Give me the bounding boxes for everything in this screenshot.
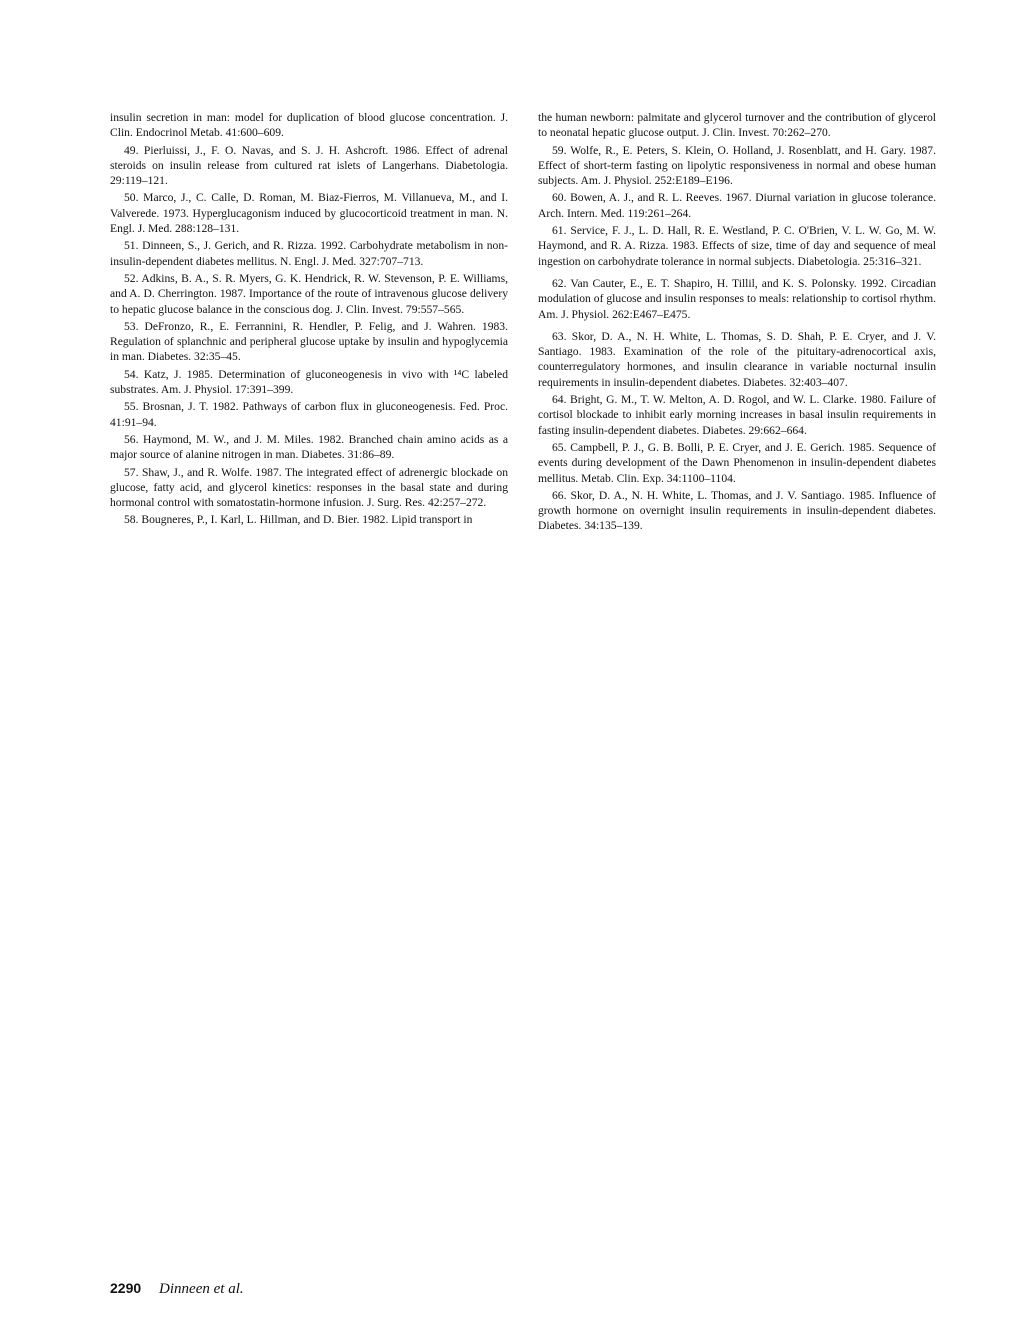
references-left-column	[110, 110, 508, 530]
reference-entry: 51. Dinneen, S., J. Gerich, and R. Rizza. 1992. Carbohydrate metabolism in non-insulin-dependent diabetes mellitus. N. Engl. J. Med. 327:707–713.	[110, 239, 508, 268]
reference-entry: 50. Marco, J., C. Calle, D. Roman, M. Biaz-Fierros, M. Villanueva, M., and I. Valverede. 1973. Hyperglucagonism induced by glucocorticoid treatment in man. N. Engl. J. Med. 288:128–131.	[110, 191, 508, 236]
reference-entry: insulin secretion in man: model for duplication of blood glucose concentration. J. Clin. Endocrinol Metab. 41:600–609.	[110, 111, 508, 140]
page-footer	[110, 1280, 244, 1298]
reference-entry: 55. Brosnan, J. T. 1982. Pathways of carbon flux in gluconeogenesis. Fed. Proc. 41:91–94.	[110, 400, 508, 429]
reference-entry: 66. Skor, D. A., N. H. White, L. Thomas, and J. V. Santiago. 1985. Influence of growth hormone on overnight insulin requirements in insulin-dependent diabetes. Diabetes. 34:135–139.	[538, 488, 936, 533]
reference-entry: 61. Service, F. J., L. D. Hall, R. E. Westland, P. C. O'Brien, V. L. W. Go, M. W. Haymond, and R. A. Rizza. 1983. Effects of size, time of day and sequence of meal ingestion on carbohydrate tolerance in normal subjects. Diabetologia. 25:316–321.	[538, 224, 936, 268]
reference-entry: the human newborn: palmitate and glycerol turnover and the contribution of glycerol to neonatal hepatic glucose output. J. Clin. Invest. 70:262–270.	[538, 111, 936, 140]
page-number: 2290	[110, 1280, 142, 1296]
reference-entry: 63. Skor, D. A., N. H. White, L. Thomas, S. D. Shah, P. E. Cryer, and J. V. Santiago. 1983. Examination of the role of the pituitary-adrenocortical axis, counterregulatory hormones, and insulin clearance in variable nocturnal insulin requirements in insulin-dependent diabetes. Diabetes. 32:403–407.	[538, 329, 936, 389]
reference-entry: 58. Bougneres, P., I. Karl, L. Hillman, and D. Bier. 1982. Lipid transport in	[124, 513, 473, 527]
running-author: Dinneen et al.	[159, 1281, 244, 1297]
reference-entry: 52. Adkins, B. A., S. R. Myers, G. K. Hendrick, R. W. Stevenson, P. E. Williams, and A. D. Cherrington. 1987. Importance of the route of intravenous glucose delivery to hepatic glucose balance in the conscious dog. J. Clin. Invest. 79:557–565.	[110, 271, 508, 316]
reference-entry: 49. Pierluissi, J., F. O. Navas, and S. J. H. Ashcroft. 1986. Effect of adrenal steroids on insulin release from cultured rat islets of Langerhans. Diabetologia. 29:119–121.	[110, 143, 508, 188]
reference-entry: 56. Haymond, M. W., and J. M. Miles. 1982. Branched chain amino acids as a major source of alanine nitrogen in man. Diabetes. 31:86–89.	[110, 432, 508, 462]
reference-entry: 60. Bowen, A. J., and R. L. Reeves. 1967. Diurnal variation in glucose tolerance. Arch. Intern. Med. 119:261–264.	[538, 191, 936, 220]
reference-entry: 65. Campbell, P. J., G. B. Bolli, P. E. Cryer, and J. E. Gerich. 1985. Sequence of events during development of the Dawn Phenomenon in insulin-dependent diabetes mellitus. Metab. Clin. Exp. 34:1100–1104.	[538, 440, 936, 485]
reference-entry: 57. Shaw, J., and R. Wolfe. 1987. The integrated effect of adrenergic blockade on glucose, fatty acid, and glycerol kinetics: responses in the basal state and during hormonal control with somatostatin-hormone infusion. J. Surg. Res. 42:257–272.	[110, 465, 508, 510]
reference-entry: 54. Katz, J. 1985. Determination of gluconeogenesis in vivo with ¹⁴C labeled substrates. Am. J. Physiol. 17:391–399.	[110, 367, 508, 397]
reference-entry: 53. DeFronzo, R., E. Ferrannini, R. Hendler, P. Felig, and J. Wahren. 1983. Regulation of splanchnic and peripheral glucose uptake by insulin and hypoglycemia in man. Diabetes. 32:35–45.	[110, 319, 508, 364]
reference-entry: 64. Bright, G. M., T. W. Melton, A. D. Rogol, and W. L. Clarke. 1980. Failure of cortisol blockade to inhibit early morning increases in basal insulin requirements in fasting insulin-dependent diabetes. Diabetes. 29:662–664.	[538, 393, 936, 437]
reference-entry: 62. Van Cauter, E., E. T. Shapiro, H. Tillil, and K. S. Polonsky. 1992. Circadian modulation of glucose and insulin responses to meals: relationship to cortisol rhythm. Am. J. Physiol. 262:E467–E475.	[538, 276, 936, 321]
references-right-column	[538, 110, 936, 536]
reference-entry: 59. Wolfe, R., E. Peters, S. Klein, O. Holland, J. Rosenblatt, and H. Gary. 1987. Effect of short-term fasting on lipolytic responsiveness in normal and obese human subjects. Am. J. Physiol. 252:E189–E196.	[538, 143, 936, 188]
